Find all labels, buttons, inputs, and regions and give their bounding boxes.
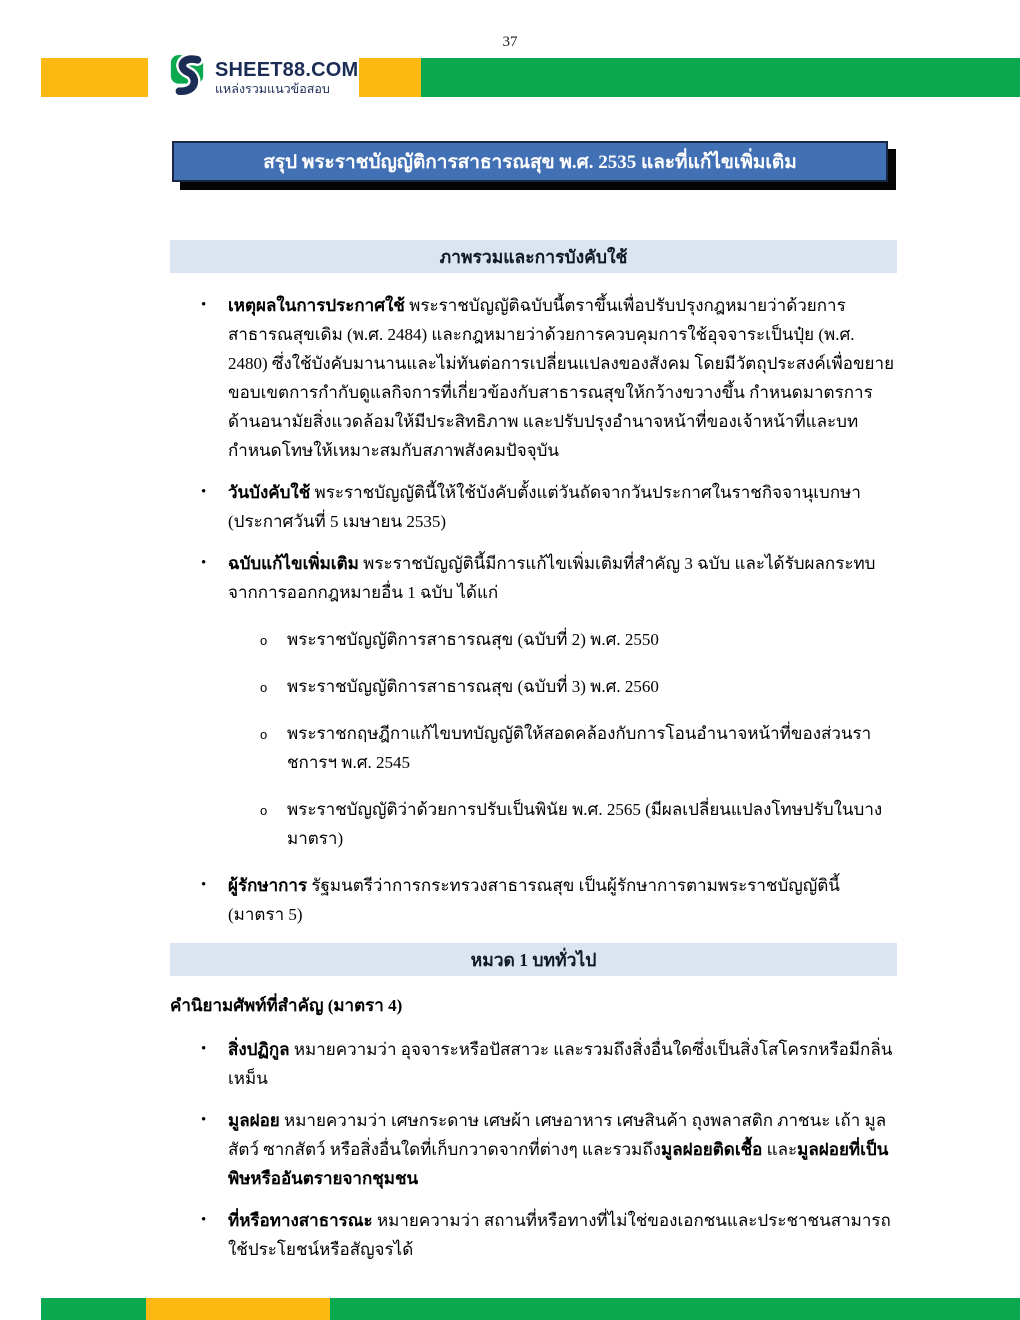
brand-tagline: แหล่งรวมแนวข้อสอบ (215, 82, 330, 97)
definition-public-place-text: หมายความว่า สถานที่หรือทางที่ไม่ใช่ของเอกชนและประชาชนสามารถใช้ประโยชน์หรือสัญจรได้ (228, 1211, 891, 1259)
definition-public-place-term: ที่หรือทางสาธารณะ (228, 1211, 373, 1230)
amendment-item: o พระราชกฤษฎีกาแก้ไขบทบัญญัติให้สอดคล้องกับการโอนอำนาจหน้าที่ของส่วนราชการฯ พ.ศ. 2545 (170, 719, 897, 777)
header-yellow-bar-left (41, 58, 148, 97)
content-column (170, 240, 897, 1277)
definition-waste-text-2: และ (762, 1140, 798, 1159)
bullet-amendments-lead: ฉบับแก้ไขเพิ่มเติม (228, 554, 359, 573)
footer-green-bar-right (330, 1298, 1020, 1320)
document-title: สรุป พระราชบัญญัติการสาธารณสุข พ.ศ. 2535 และที่แก้ไขเพิ่มเติม (263, 151, 797, 173)
footer-yellow-bar (146, 1298, 330, 1320)
bullet-custodian (170, 871, 897, 929)
definition-waste-bold-hazardous: มูลฝอยที่เป็นพิษหรืออันตรายจากชุมชน (228, 1140, 889, 1188)
header-yellow-bar-mid (359, 58, 421, 97)
amendment-item: o พระราชบัญญัติการสาธารณสุข (ฉบับที่ 3) พ.ศ. 2560 (170, 672, 897, 701)
definition-waste (170, 1106, 897, 1193)
definition-waste-text-1: หมายความว่า เศษกระดาษ เศษผ้า เศษอาหาร เศษสินค้า ถุงพลาสติก ภาชนะ เถ้า มูลสัตว์ ซากสัตว์ หรือสิ่งอื่นใดที่เก็บกวาดจากที่ต่างๆ และรวมถึง (228, 1111, 887, 1159)
bullet-reason-text: พระราชบัญญัติฉบับนี้ตราขึ้นเพื่อปรับปรุงกฎหมายว่าด้วยการสาธารณสุขเดิม (พ.ศ. 2484) และกฎหมายว่าด้วยการควบคุมการใช้อุจจาระเป็นปุ๋ย (พ.ศ. 2480) ซึ่งใช้บังคับมานานและไม่ทันต่อการเปลี่ยนแปลงของสังคม โดยมีวัตถุประสงค์เพื่อขยายขอบเขตการกำกับดูแลกิจการที่เกี่ยวข้องกับสาธารณสุขให้กว้างขวางขึ้น กำหนดมาตรการด้านอนามัยสิ่งแวดล้อมให้มีประสิทธิภาพ และปรับปรุงอำนาจหน้าที่ของเจ้าหน้าที่และบทกำหนดโทษให้เหมาะสมกับสภาพสังคมปัจจุบัน (228, 296, 895, 460)
brand-logo (168, 54, 358, 103)
definitions-title: คำนิยามศัพท์ที่สำคัญ (มาตรา 4) (170, 996, 403, 1015)
amendment-item: o พระราชบัญญัติว่าด้วยการปรับเป็นพินัย พ.ศ. 2565 (มีผลเปลี่ยนแปลงโทษปรับในบางมาตรา) (170, 795, 897, 853)
brand-text (215, 60, 358, 96)
footer-green-bar-left (41, 1298, 146, 1320)
section-heading-chapter1: หมวด 1 บททั่วไป (170, 943, 897, 976)
definition-waste-term: มูลฝอย (228, 1111, 280, 1130)
sheet88-logo-icon (168, 54, 206, 103)
brand-name: SHEET88.COM (215, 59, 359, 82)
bullet-reason (170, 291, 897, 465)
bullet-reason-lead: เหตุผลในการประกาศใช้ (228, 296, 405, 315)
definition-sewage-term: สิ่งปฏิกูล (228, 1040, 290, 1059)
bullet-custodian-text: รัฐมนตรีว่าการกระทรวงสาธารณสุข เป็นผู้รักษาการตามพระราชบัญญัตินี้ (มาตรา 5) (228, 876, 840, 924)
definition-sewage-text: หมายความว่า อุจจาระหรือปัสสาวะ และรวมถึงสิ่งอื่นใดซึ่งเป็นสิ่งโสโครกหรือมีกลิ่นเหม็น (228, 1040, 893, 1088)
title-banner (172, 141, 888, 182)
amendment-item: o พระราชบัญญัติการสาธารณสุข (ฉบับที่ 2) พ.ศ. 2550 (170, 625, 897, 654)
bullet-custodian-lead: ผู้รักษาการ (228, 876, 308, 895)
definition-waste-bold-infectious: มูลฝอยติดเชื้อ (660, 1140, 763, 1159)
bullet-effective-date-text: พระราชบัญญัตินี้ให้ใช้บังคับตั้งแต่วันถัดจากวันประกาศในราชกิจจานุเบกษา (ประกาศวันที่ 5 เมษายน 2535) (228, 483, 861, 531)
header-green-bar (421, 58, 1020, 97)
definition-sewage (170, 1035, 897, 1093)
bullet-amendments (170, 549, 897, 607)
definition-public-place (170, 1206, 897, 1264)
bullet-amendments-text: พระราชบัญญัตินี้มีการแก้ไขเพิ่มเติมที่สำคัญ 3 ฉบับ และได้รับผลกระทบจากการออกกฎหมายอื่น 1 ฉบับ ได้แก่ (228, 554, 876, 602)
section-heading-overview: ภาพรวมและการบังคับใช้ (170, 240, 897, 273)
bullet-effective-date-lead: วันบังคับใช้ (228, 483, 311, 502)
bullet-effective-date (170, 478, 897, 536)
page-number: 37 (502, 34, 518, 50)
